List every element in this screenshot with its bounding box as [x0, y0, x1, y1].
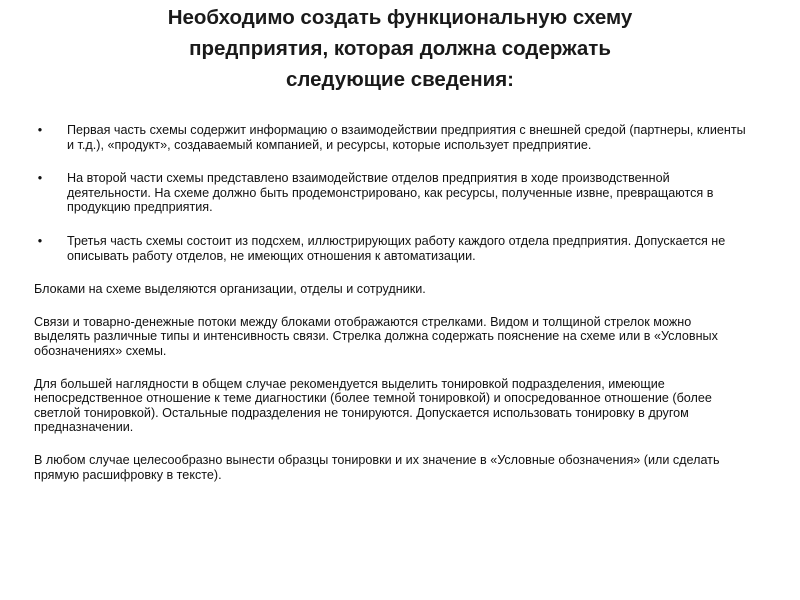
- bullet-icon: •: [37, 123, 43, 137]
- paragraph-shading: Для большей наглядности в общем случае рекомендуется выделить тонировкой подразделения, имеющие непосредственное отношение к теме диагностики (более темной тонировкой) и опосредованное отношение (более светлой тонировкой). Остальные подразделения не тонируются. Допускается использовать тонировку в другом предназначении.: [34, 376, 712, 435]
- bullet-text: Третья часть схемы состоит из подсхем, иллюстрирующих работу каждого отдела предприятия. Допускается не описывать работу отделов, не имеющих отношения к автоматизации.: [67, 233, 726, 263]
- bullet-list: [34, 123, 754, 263]
- bullet-text: Первая часть схемы содержит информацию о взаимодействии предприятия с внешней средой (партнеры, клиенты и т.д.), «продукт», создаваемый компанией, и ресурсы, которые использует предприятие.: [67, 123, 746, 152]
- bullet-text: На второй части схемы представлено взаимодействие отделов предприятия в ходе производственной деятельности. На схеме должно быть продемонстрировано, как ресурсы, полученные извне, превращаются в продукцию предприятия.: [67, 171, 714, 215]
- bullet-icon: •: [37, 233, 43, 248]
- title-line-1: Необходимо создать функциональную схему: [167, 6, 633, 29]
- bullet-item-1: [34, 123, 754, 152]
- paragraph-blocks: Блоками на схеме выделяются организации, отделы и сотрудники.: [34, 282, 426, 297]
- paragraph-legend: В любом случае целесообразно вынести образцы тонировки и их значение в «Условные обозначения» (или сделать прямую расшифровку в тексте).: [34, 452, 720, 482]
- paragraph-arrows: Связи и товарно-денежные потоки между блоками отображаются стрелками. Видом и толщиной стрелок можно выделять различные типы и интенсивность связи. Стрелка должна содержать пояснение на схеме или в «Условных обозначениях» схемы.: [34, 314, 718, 358]
- slide-content: [34, 123, 754, 500]
- bullet-icon: •: [37, 171, 43, 186]
- slide-title: [80, 2, 720, 95]
- bullet-item-2: [34, 171, 754, 215]
- title-line-2: предприятия, которая должна содержать: [189, 37, 611, 60]
- title-line-3: следующие сведения:: [285, 68, 515, 91]
- bullet-item-3: [34, 234, 754, 263]
